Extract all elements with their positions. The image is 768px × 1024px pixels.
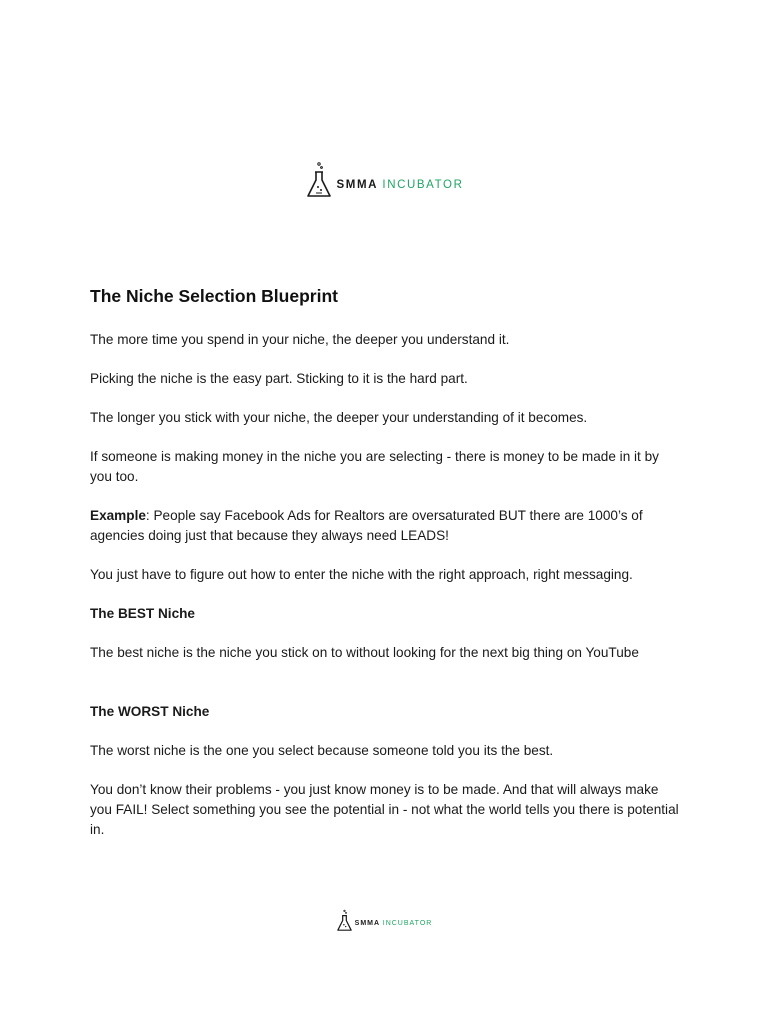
flask-icon	[336, 909, 353, 932]
paragraph-3: The longer you stick with your niche, the deeper your understanding of it becomes.	[90, 410, 588, 425]
paragraph-6: You just have to figure out how to enter the niche with the right approach, right messaging.	[90, 567, 633, 582]
worst-niche-text-2: You don’t know their problems - you just know money is to be made. And that will always make you FAIL! Select something you see the potential in - not what the world tells you there is potential in.	[90, 782, 679, 837]
example-text: : People say Facebook Ads for Realtors are oversaturated BUT there are 1000’s of agencies doing just that because they always need LEADS!	[90, 508, 643, 543]
brand-name-part1: SMMA	[336, 179, 378, 191]
paragraph-2: Picking the niche is the easy part. Sticking to it is the hard part.	[90, 371, 468, 386]
paragraph-example	[90, 506, 680, 546]
brand-name-part1: SMMA	[354, 920, 380, 927]
paragraph-1: The more time you spend in your niche, the deeper you understand it.	[90, 332, 510, 347]
footer-logo	[0, 908, 768, 932]
section-spacer	[90, 682, 680, 702]
best-niche-text: The best niche is the niche you stick on to without looking for the next big thing on YouTube	[90, 645, 639, 660]
worst-niche-heading: The WORST Niche	[90, 704, 210, 719]
document-body	[90, 284, 680, 859]
paragraph-4: If someone is making money in the niche you are selecting - there is money to be made in it by you too.	[90, 449, 659, 484]
header-logo	[0, 161, 768, 199]
brand-name	[355, 920, 433, 927]
worst-niche-text: The worst niche is the one you select because someone told you its the best.	[90, 743, 554, 758]
brand-name-part2: INCUBATOR	[382, 179, 464, 191]
page-title: The Niche Selection Blueprint	[90, 286, 338, 306]
best-niche-heading: The BEST Niche	[90, 606, 195, 621]
brand-name-part2: INCUBATOR	[382, 920, 433, 927]
flask-icon	[305, 161, 333, 199]
example-label: Example	[90, 508, 146, 523]
brand-name	[337, 179, 464, 191]
